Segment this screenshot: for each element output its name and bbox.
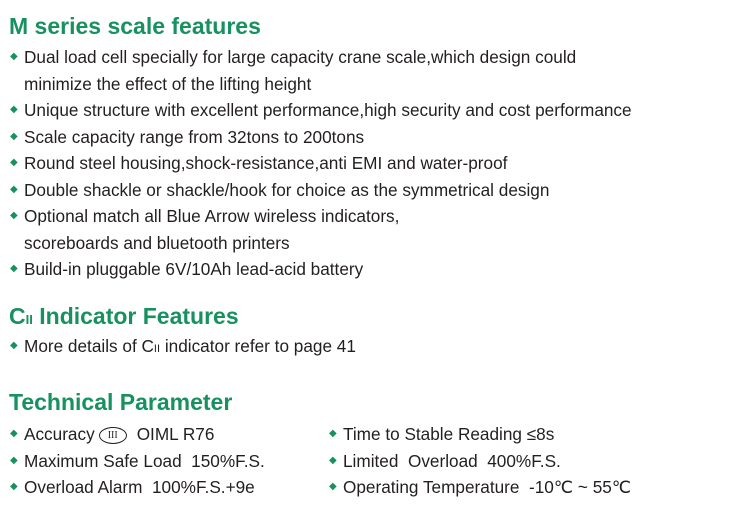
diamond-bullet-icon: ◆ bbox=[329, 454, 337, 466]
parameter-item-accuracy bbox=[9, 421, 265, 448]
feature-list-item bbox=[9, 124, 684, 151]
feature-text: Round steel housing,shock-resistance,anti EMI and water-proof bbox=[24, 153, 508, 173]
indicator-text-subscript: II bbox=[153, 343, 161, 355]
parameter-item-limited-overload bbox=[328, 448, 631, 475]
parameter-item-operating-temp bbox=[328, 474, 631, 501]
feature-text: Optional match all Blue Arrow wireless indicators, bbox=[24, 206, 400, 226]
parameter-item-safe-load bbox=[9, 448, 265, 475]
indicator-title-subscript: II bbox=[25, 312, 33, 327]
indicator-text-prefix: More details of C bbox=[24, 336, 154, 356]
indicator-title-main: C bbox=[9, 303, 26, 329]
feature-list-item bbox=[9, 150, 684, 177]
feature-text: Build-in pluggable 6V/10Ah lead-acid battery bbox=[24, 259, 364, 279]
accuracy-label: Accuracy bbox=[24, 424, 95, 444]
diamond-bullet-icon: ◆ bbox=[329, 481, 337, 492]
parameter-text: Operating Temperature -10℃ ~ 55℃ bbox=[343, 477, 632, 497]
parameter-text: Maximum Safe Load 150%F.S. bbox=[24, 450, 265, 471]
parameter-text: Overload Alarm 100%F.S.+9e bbox=[24, 477, 255, 497]
indicator-feature-list bbox=[9, 333, 356, 363]
feature-text: Double shackle or shackle/hook for choice as the symmetrical design bbox=[24, 179, 550, 200]
diamond-bullet-icon: ◆ bbox=[10, 130, 18, 142]
parameter-column-left bbox=[9, 421, 265, 501]
feature-text: Dual load cell specially for large capacity crane scale,which design could bbox=[24, 47, 577, 67]
parameter-column-right bbox=[328, 421, 631, 501]
diamond-bullet-icon: ◆ bbox=[10, 210, 18, 221]
feature-text: minimize the effect of the lifting height bbox=[24, 73, 312, 94]
feature-text: Scale capacity range from 32tons to 200tons bbox=[24, 126, 365, 147]
diamond-bullet-icon: ◆ bbox=[329, 428, 337, 439]
diamond-bullet-icon: ◆ bbox=[10, 454, 18, 466]
parameter-text: Time to Stable Reading ≤8s bbox=[343, 424, 555, 444]
diamond-bullet-icon: ◆ bbox=[10, 104, 18, 115]
diamond-bullet-icon: ◆ bbox=[10, 481, 18, 492]
feature-text: Unique structure with excellent performance,high security and cost performance bbox=[24, 100, 632, 120]
parameter-item-overload-alarm bbox=[9, 474, 265, 501]
parameter-item-stable-time bbox=[328, 421, 631, 448]
feature-text: scoreboards and bluetooth printers bbox=[24, 232, 290, 253]
m-series-feature-list bbox=[9, 44, 684, 283]
feature-list-item bbox=[9, 97, 684, 124]
accuracy-standard: OIML R76 bbox=[136, 424, 215, 444]
feature-list-item bbox=[9, 44, 684, 97]
technical-parameter-heading: Technical Parameter bbox=[9, 389, 233, 415]
diamond-bullet-icon: ◆ bbox=[10, 183, 18, 195]
indicator-title-rest: Indicator Features bbox=[32, 303, 239, 329]
feature-list-item bbox=[9, 177, 684, 204]
diamond-bullet-icon: ◆ bbox=[10, 157, 18, 168]
accuracy-class-badge: III bbox=[99, 427, 127, 444]
diamond-bullet-icon: ◆ bbox=[10, 51, 18, 62]
indicator-features-heading bbox=[9, 302, 239, 334]
feature-list-item bbox=[9, 256, 684, 283]
diamond-bullet-icon: ◆ bbox=[10, 428, 18, 439]
diamond-bullet-icon: ◆ bbox=[10, 263, 18, 274]
diamond-bullet-icon: ◆ bbox=[10, 340, 18, 351]
parameter-text: Limited Overload 400%F.S. bbox=[343, 450, 561, 471]
m-series-features-heading: M series scale features bbox=[9, 13, 261, 39]
indicator-text-suffix: indicator refer to page 41 bbox=[160, 336, 356, 356]
feature-list-item bbox=[9, 333, 356, 363]
feature-list-item bbox=[9, 203, 684, 256]
